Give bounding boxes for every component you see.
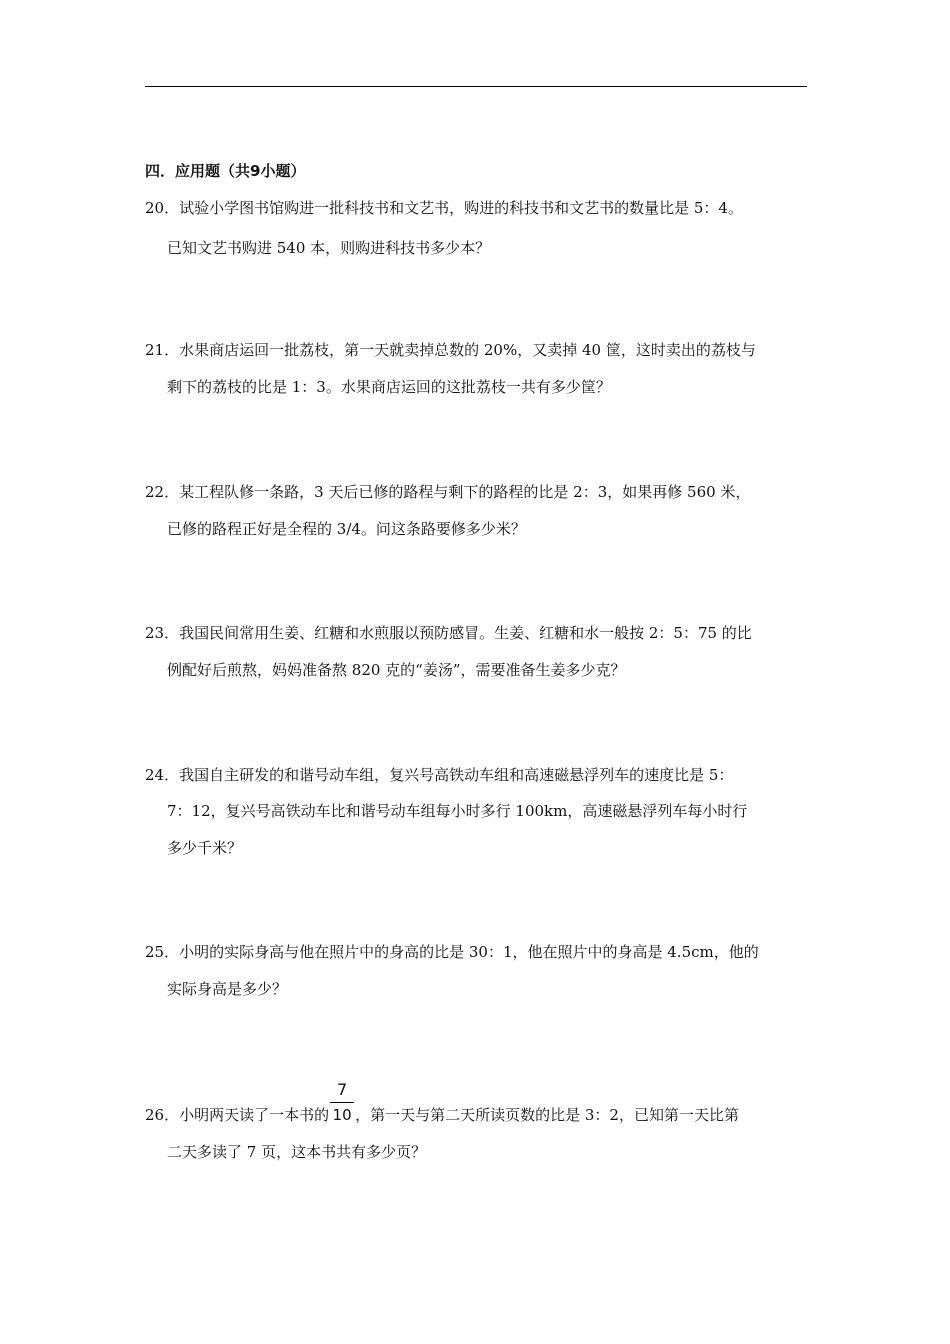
fraction: [330, 1080, 354, 1126]
question-line: 7：12，复兴号高铁动车比和谐号动车组每小时多行 100km，高速磁悬浮列车每小时行: [167, 802, 748, 820]
header-rule: [145, 86, 807, 87]
fraction-numerator: 7: [337, 1080, 348, 1099]
section-title: 四．应用题（共9小题）: [145, 162, 306, 180]
fraction-bar: [330, 1102, 354, 1103]
question-line: 已知文艺书购进 540 本，则购进科技书多少本？: [167, 239, 491, 257]
question-line: 24．我国自主研发的和谐号动车组，复兴号高铁动车组和高速磁悬浮列车的速度比是 5：: [145, 766, 734, 784]
question-line: 多少千米？: [167, 839, 243, 857]
question-line: 剩下的荔枝的比是 1：3。水果商店运回的这批荔枝一共有多少筐？: [167, 378, 611, 396]
question-text: 26．小明两天读了一本书的: [145, 1106, 330, 1124]
question-line-2: 二天多读了 7 页，这本书共有多少页？: [167, 1143, 427, 1161]
fraction-denominator: 10: [332, 1106, 352, 1124]
question-line-1: [145, 1080, 739, 1126]
question-line: 已修的路程正好是全程的 3/4。问这条路要修多少米？: [167, 520, 526, 538]
question-line: 实际身高是多少？: [167, 980, 288, 998]
question-text: ，第一天与第二天所读页数的比是 3：2，已知第一天比第: [355, 1106, 739, 1124]
question-line: 例配好后煎熬，妈妈准备熬 820 克的“姜汤”，需要准备生姜多少克？: [167, 661, 626, 679]
question-line: 22．某工程队修一条路，3 天后已修的路程与剩下的路程的比是 2：3，如果再修 560 米，: [145, 483, 751, 501]
question-line: 25．小明的实际身高与他在照片中的身高的比是 30：1，他在照片中的身高是 4.5cm，他的: [145, 943, 759, 961]
question-line: 20．试验小学图书馆购进一批科技书和文艺书，购进的科技书和文艺书的数量比是 5：4。: [145, 199, 743, 217]
question-line: 21．水果商店运回一批荔枝，第一天就卖掉总数的 20%，又卖掉 40 筐，这时卖出的荔枝与: [145, 341, 756, 359]
question-line: 23．我国民间常用生姜、红糖和水煎服以预防感冒。生姜、红糖和水一般按 2：5：75 的比: [145, 624, 752, 642]
